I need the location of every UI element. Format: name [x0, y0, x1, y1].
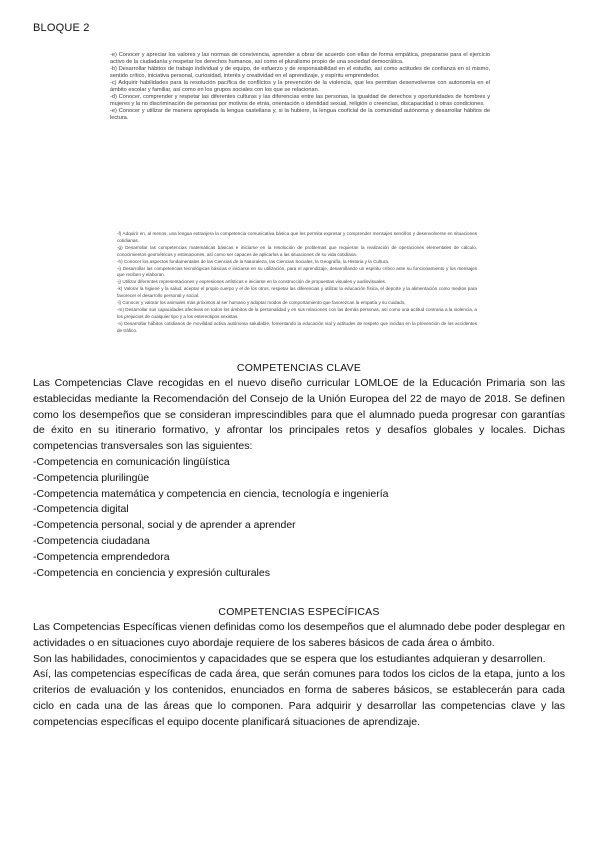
objective-paragraph: -h) Conocer los aspectos fundamentales de las Ciencias de la Naturaleza, las Ciencias Sociales, la Geografía, la Historia y la Cultura.: [117, 258, 390, 264]
objective-paragraph: -i) Desarrollar las competencias tecnológicas básicas e iniciarse en su utilización, para el aprendizaje, desarrollando un espíritu crítico ante su funcionamiento y los mensajes que reciben y elaboran.: [117, 265, 477, 278]
list-item: -Competencia ciudadana: [33, 534, 150, 547]
objective-paragraph: -g) Desarrollar las competencias matemáticas básicas e iniciarse en la resolución de problemas que requieran la realización de operaciones elementales de cálculo, conocimientos geométricos y estimaciones, así como ser capaces de aplicarlos a las situaciones de su vida cotidiana.: [117, 244, 477, 257]
list-item: -Competencia en comunicación lingüística: [33, 455, 230, 468]
list-item: -Competencia plurilingüe: [33, 471, 150, 484]
competencias-especificas-section: [33, 605, 565, 731]
objective-paragraph: -b) Desarrollar hábitos de trabajo individual y de equipo, de esfuerzo y de responsabilidad en el estudio, así como actitudes de confianza en sí mismo, sentido crítico, iniciativa personal, curiosidad, interés y creatividad en el aprendizaje, y espíritu emprendedor.: [110, 66, 490, 80]
page-header: BLOQUE 2: [33, 22, 90, 34]
competencias-clave-section: [33, 361, 565, 581]
objective-paragraph: -j) Utilizar diferentes representaciones y expresiones artísticas e iniciarse en la construcción de propuestas visuales y audiovisuales.: [117, 279, 387, 285]
list-item: -Competencia en conciencia y expresión culturales: [33, 566, 270, 579]
objective-paragraph: -e) Conocer y apreciar los valores y las normas de convivencia, aprender a obrar de acuerdo con ellas de forma empática, prepararse para el ejercicio activo de la ciudadanía y respetar los derechos humanos, así como el pluralismo propio de una sociedad democrática.: [110, 52, 490, 66]
section-title: COMPETENCIAS ESPECÍFICAS: [218, 606, 380, 618]
objective-paragraph: -k) Valorar la higiene y la salud, aceptar el propio cuerpo y el de los otros, respetar las diferencias y utilizar la educación física, el deporte y la alimentación como medios para favorecer el desarrollo personal y social.: [117, 286, 477, 299]
section-title: COMPETENCIAS CLAVE: [236, 362, 362, 374]
objective-paragraph: -e) Conocer y utilizar de manera apropiada la lengua castellana y, si la hubiere, la lengua cooficial de la comunidad autónoma y desarrollar hábitos de lectura.: [110, 108, 490, 122]
objective-paragraph: -n) Desarrollar hábitos cotidianos de movilidad activa autónoma saludable, fomentando la educación vial y actitudes de respeto que incidan en la prevención de los accidentes de tráfico.: [117, 320, 477, 333]
list-item: -Competencia personal, social y de aprender a aprender: [33, 519, 296, 532]
objective-paragraph: -c) Adquirir habilidades para la resolución pacífica de conflictos y la prevención de la violencia, que les permitan desenvolverse con autonomía en el ámbito escolar y familiar, así como en los grupos sociales con los que se relacionan.: [110, 80, 490, 94]
competencias-list: [33, 455, 565, 581]
section-paragraph: Así, las competencias específicas de cada área, que serán comunes para todos los ciclos de la etapa, junto a los criterios de evaluación y los contenidos, enunciados en forma de saberes básicos, se establecerán para cada ciclo en cada una de las áreas que lo componen. Para adquirir y desarrollar las competencias clave y las competencias específicas el equipo docente planificará situaciones de aprendizaje.: [33, 668, 565, 728]
objective-paragraph: -d) Conocer, comprender y respetar las diferentes culturas y las diferencias entre las personas, la igualdad de derechos y oportunidades de hombres y mujeres y la no discriminación de personas por motivos de etnia, orientación o identidad sexual, religión o creencias, discapacidad u otras condiciones.: [110, 94, 490, 108]
objective-paragraph: -f) Adquirir en, al menos, una lengua extranjera la competencia comunicativa básica que les permita expresar y comprender mensajes sencillos y desenvolverse en situaciones cotidianas.: [117, 231, 477, 243]
list-item: -Competencia emprendedora: [33, 550, 170, 563]
objectives-scan-image-small: [117, 231, 477, 335]
objective-paragraph: -l) Conocer y valorar los animales más próximos al ser humano y adoptar modos de comportamiento que favorezcan la empatía y su cuidado.: [117, 300, 406, 306]
list-item: -Competencia digital: [33, 503, 129, 516]
objectives-scan-image: [110, 52, 490, 122]
section-paragraph: Las Competencias Específicas vienen definidas como los desempeños que el alumnado debe poder desplegar en actividades o en situaciones cuyo abordaje requiere de los saberes básicos de cada área o ámbito.: [33, 621, 565, 649]
section-paragraph: Son las habilidades, conocimientos y capacidades que se espera que los estudiantes adquieran y desarrollen.: [33, 652, 546, 665]
section-paragraph: Las Competencias Clave recogidas en el nuevo diseño curricular LOMLOE de la Educación Primaria son las establecidas mediante la Recomendación del Consejo de la Unión Europea del 22 de mayo de 2018. Se definen como los desempeños que se consideran imprescindibles para que el alumnado pueda progresar con garantías de éxito en su itinerario formativo, y afrontar los principales retos y desafíos globales y locales. Dichas competencias transversales son las siguientes:: [33, 377, 565, 453]
list-item: -Competencia matemática y competencia en ciencia, tecnología e ingeniería: [33, 487, 389, 500]
objective-paragraph: -m) Desarrollar sus capacidades afectivas en todos los ámbitos de la personalidad y en sus relaciones con las demás personas, así como una actitud contraria a la violencia, a los prejuicios de cualquier tipo y a los estereotipos sexistas.: [117, 306, 477, 319]
